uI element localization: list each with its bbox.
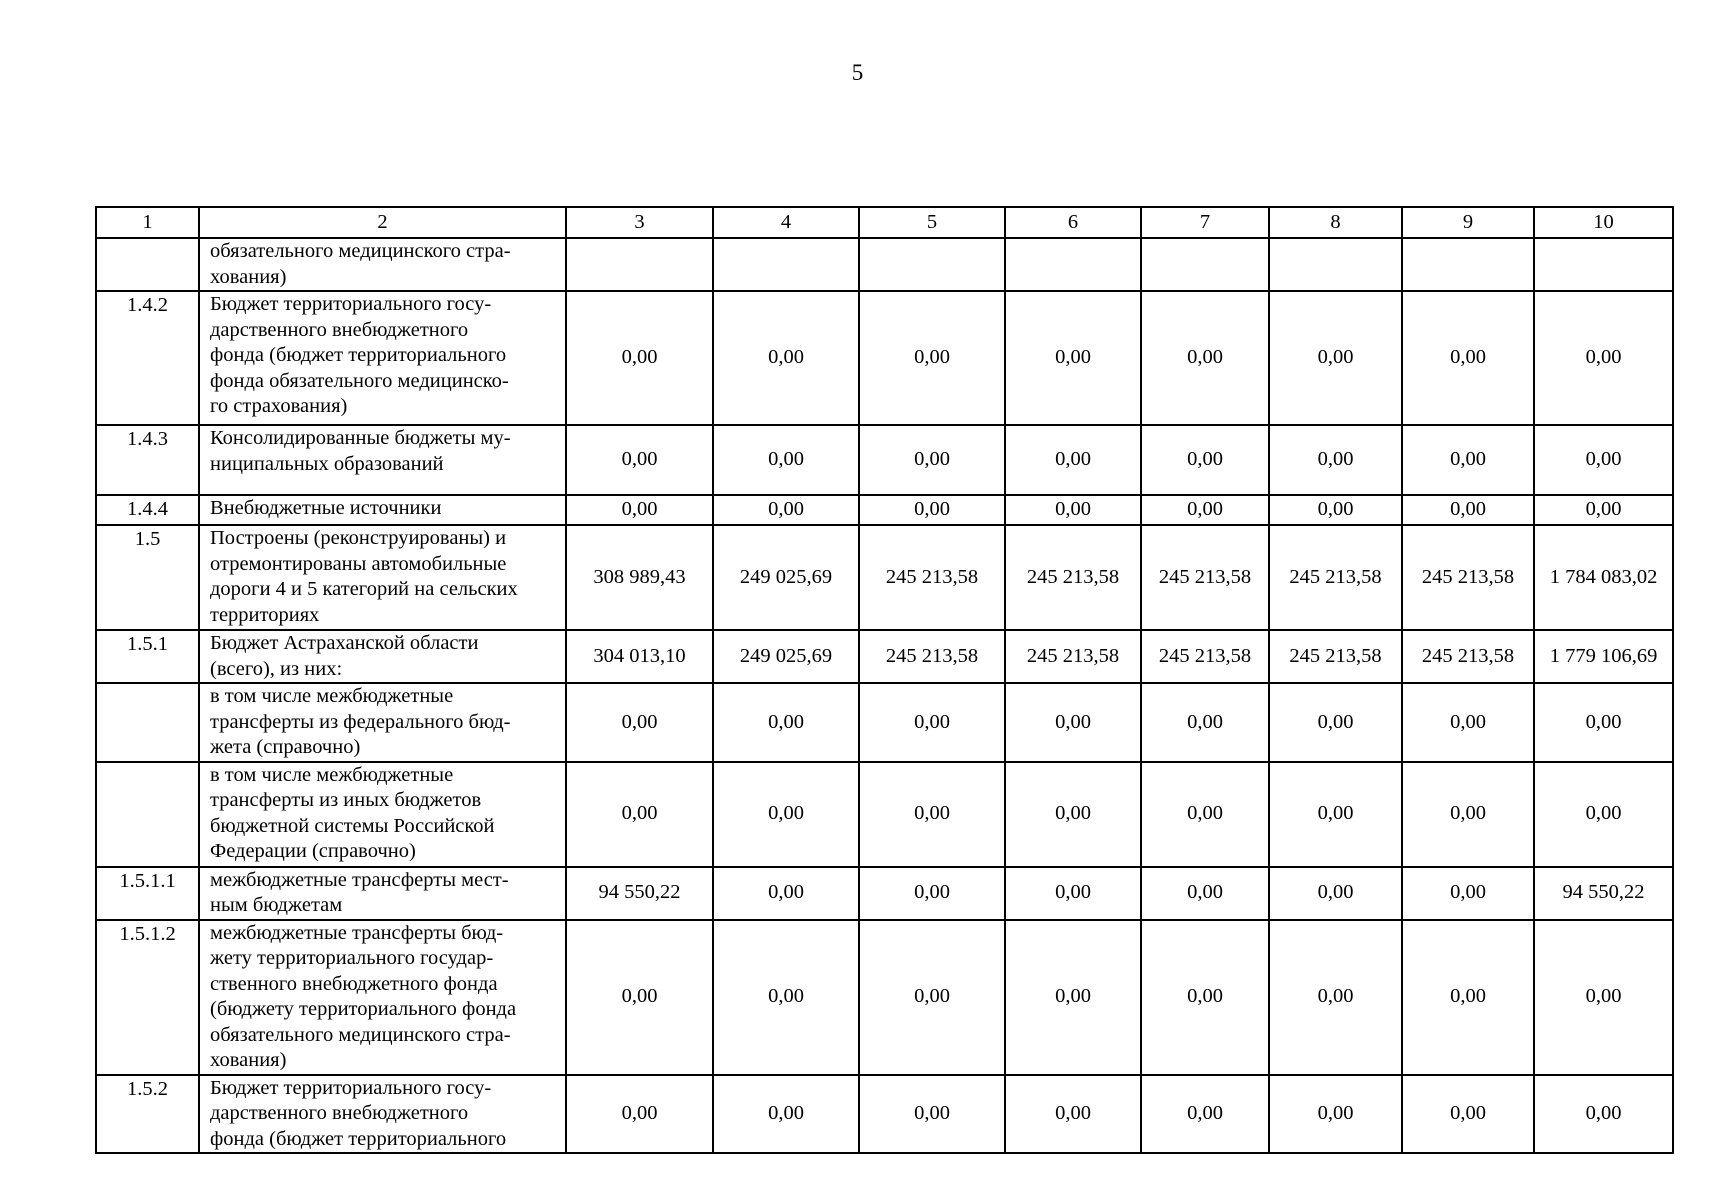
value-cell: 245 213,58 [1402,630,1534,683]
value-cell: 0,00 [1534,291,1673,425]
value-cell: 0,00 [1269,495,1402,525]
value-cell: 0,00 [1534,1075,1673,1154]
table-row [96,683,1673,762]
value-cell: 0,00 [1005,867,1141,920]
value-cell: 0,00 [1534,762,1673,867]
value-cell: 308 989,43 [566,525,713,630]
column-header: 3 [566,207,713,238]
value-cell: 0,00 [1402,495,1534,525]
value-cell: 0,00 [713,683,859,762]
value-cell: 0,00 [1402,291,1534,425]
column-header: 10 [1534,207,1673,238]
value-cell: 0,00 [1534,495,1673,525]
value-cell: 0,00 [1534,683,1673,762]
value-cell: 0,00 [566,683,713,762]
table-row [96,762,1673,867]
column-header: 5 [859,207,1005,238]
value-cell: 245 213,58 [1141,525,1269,630]
value-cell: 0,00 [1269,425,1402,495]
value-cell: 0,00 [566,291,713,425]
table-row [96,630,1673,683]
value-cell: 0,00 [566,1075,713,1154]
column-header: 8 [1269,207,1402,238]
value-cell: 245 213,58 [859,630,1005,683]
value-cell: 0,00 [1005,291,1141,425]
row-name-cell: в том числе межбюджетные трансферты из федерального бюд- жета (справочно) [199,683,566,762]
row-number-cell: 1.5.2 [96,1075,199,1154]
row-number-cell [96,762,199,867]
value-cell: 0,00 [1141,867,1269,920]
table-row [96,425,1673,495]
value-cell: 0,00 [1402,867,1534,920]
value-cell: 0,00 [1141,920,1269,1075]
table-row [96,291,1673,425]
value-cell: 0,00 [859,867,1005,920]
value-cell [1141,238,1269,291]
value-cell: 0,00 [1269,920,1402,1075]
value-cell: 0,00 [566,425,713,495]
column-header: 4 [713,207,859,238]
value-cell [1402,238,1534,291]
row-number-cell: 1.5 [96,525,199,630]
value-cell [713,238,859,291]
value-cell: 0,00 [1402,425,1534,495]
row-number-cell [96,683,199,762]
page-number: 5 [851,60,864,85]
row-name-cell: межбюджетные трансферты бюд- жету территориального государ- ственного внебюджетного фонда (бюджету территориального фонда обязательного медицинского стра- хования) [199,920,566,1075]
value-cell: 1 784 083,02 [1534,525,1673,630]
value-cell [1005,238,1141,291]
value-cell: 0,00 [1141,1075,1269,1154]
value-cell: 245 213,58 [1005,525,1141,630]
value-cell: 0,00 [1534,425,1673,495]
value-cell: 0,00 [1005,425,1141,495]
value-cell: 0,00 [713,1075,859,1154]
table-body [96,207,1673,1153]
row-name-cell: Бюджет территориального госу- дарственного внебюджетного фонда (бюджет территориального [199,1075,566,1154]
table-row [96,867,1673,920]
value-cell: 0,00 [1402,762,1534,867]
row-number-cell: 1.4.4 [96,495,199,525]
row-name-cell: обязательного медицинского стра- хования) [199,238,566,291]
value-cell: 94 550,22 [1534,867,1673,920]
row-name-cell: Внебюджетные источники [199,495,566,525]
value-cell: 0,00 [1141,425,1269,495]
table-header-row [96,207,1673,238]
value-cell: 0,00 [1402,920,1534,1075]
value-cell: 0,00 [859,291,1005,425]
row-number-cell: 1.5.1.1 [96,867,199,920]
value-cell: 249 025,69 [713,630,859,683]
row-number-cell: 1.5.1 [96,630,199,683]
value-cell: 245 213,58 [1269,525,1402,630]
column-header: 7 [1141,207,1269,238]
value-cell: 0,00 [1005,1075,1141,1154]
value-cell: 0,00 [1005,683,1141,762]
row-name-cell: Бюджет Астраханской области (всего), из них: [199,630,566,683]
row-name-cell: Построены (реконструированы) и отремонтированы автомобильные дороги 4 и 5 категорий на сельских территориях [199,525,566,630]
column-header: 9 [1402,207,1534,238]
value-cell: 0,00 [1005,920,1141,1075]
value-cell: 0,00 [713,425,859,495]
value-cell: 245 213,58 [1402,525,1534,630]
value-cell: 0,00 [566,495,713,525]
value-cell: 0,00 [859,762,1005,867]
value-cell [1269,238,1402,291]
value-cell: 0,00 [713,762,859,867]
value-cell: 0,00 [1269,762,1402,867]
table-row [96,495,1673,525]
value-cell: 0,00 [1269,683,1402,762]
value-cell: 0,00 [1141,762,1269,867]
value-cell: 245 213,58 [1005,630,1141,683]
row-number-cell [96,238,199,291]
value-cell: 0,00 [859,495,1005,525]
value-cell: 0,00 [1534,920,1673,1075]
value-cell: 0,00 [1141,495,1269,525]
value-cell: 0,00 [1269,1075,1402,1154]
value-cell: 245 213,58 [1141,630,1269,683]
value-cell: 1 779 106,69 [1534,630,1673,683]
value-cell [1534,238,1673,291]
value-cell: 0,00 [566,762,713,867]
value-cell: 245 213,58 [859,525,1005,630]
row-name-cell: Консолидированные бюджеты му- ниципальных образований [199,425,566,495]
value-cell: 94 550,22 [566,867,713,920]
value-cell: 0,00 [1141,291,1269,425]
value-cell: 0,00 [566,920,713,1075]
value-cell: 245 213,58 [1269,630,1402,683]
column-header: 6 [1005,207,1141,238]
row-number-cell: 1.4.2 [96,291,199,425]
row-number-cell: 1.4.3 [96,425,199,495]
row-name-cell: Бюджет территориального госу- дарственного внебюджетного фонда (бюджет территориального фонда обязательного медицинско- го страхования) [199,291,566,425]
column-header: 2 [199,207,566,238]
value-cell [566,238,713,291]
value-cell: 0,00 [859,1075,1005,1154]
value-cell: 0,00 [713,867,859,920]
value-cell: 0,00 [859,425,1005,495]
table-row [96,1075,1673,1154]
value-cell: 0,00 [859,683,1005,762]
row-number-cell: 1.5.1.2 [96,920,199,1075]
table-row [96,920,1673,1075]
table-row [96,525,1673,630]
value-cell [859,238,1005,291]
value-cell: 0,00 [713,920,859,1075]
value-cell: 249 025,69 [713,525,859,630]
row-name-cell: межбюджетные трансферты мест- ным бюджетам [199,867,566,920]
value-cell: 0,00 [1269,867,1402,920]
value-cell: 0,00 [1141,683,1269,762]
budget-table [95,206,1674,1154]
value-cell: 0,00 [1005,495,1141,525]
row-name-cell: в том числе межбюджетные трансферты из иных бюджетов бюджетной системы Российской Федерации (справочно) [199,762,566,867]
table-row [96,238,1673,291]
value-cell: 0,00 [713,291,859,425]
value-cell: 0,00 [713,495,859,525]
column-header: 1 [96,207,199,238]
value-cell: 0,00 [1402,683,1534,762]
value-cell: 304 013,10 [566,630,713,683]
value-cell: 0,00 [859,920,1005,1075]
value-cell: 0,00 [1005,762,1141,867]
value-cell: 0,00 [1269,291,1402,425]
value-cell: 0,00 [1402,1075,1534,1154]
